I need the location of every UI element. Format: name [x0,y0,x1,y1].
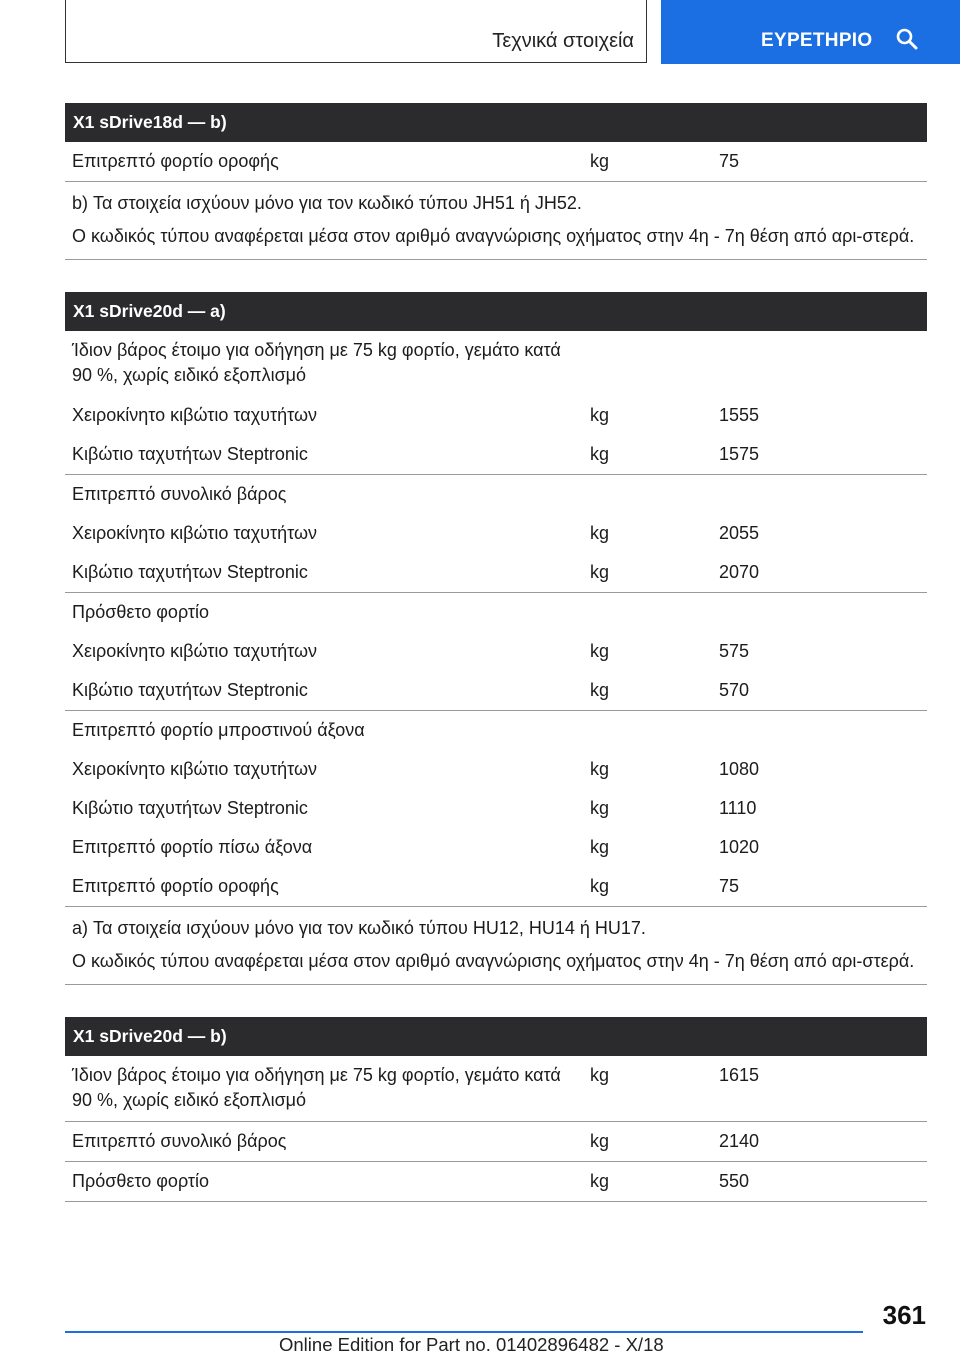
row-label: Επιτρεπτό συνολικό βάρος [72,484,287,504]
row-unit: kg [590,1131,610,1151]
row-value: 1080 [719,759,760,779]
footnote: a) Τα στοιχεία ισχύουν μόνο για τον κωδικό τύπου HU12, HU14 ή HU17. [72,918,646,938]
row-label: Πρόσθετο φορτίο [72,1171,210,1191]
row-label: Κιβώτιο ταχυτήτων Steptronic [72,798,308,818]
row-label: Πρόσθετο φορτίο [72,602,210,622]
row-unit: kg [590,523,610,543]
index-button[interactable] [661,0,960,64]
table-notes [65,182,927,260]
row-label: Ίδιον βάρος έτοιμο για οδήγηση με 75 kg φορτίο, γεμάτο κατά 90 %, χωρίς ειδικό εξοπλισμό [72,1065,561,1110]
table-row [65,514,927,553]
table-row [65,142,927,182]
footnote: b) Τα στοιχεία ισχύουν μόνο για τον κωδικό τύπου JH51 ή JH52. [72,193,582,213]
table-row [65,331,927,396]
spec-table-sdrive20d-a [65,292,927,985]
table-row [65,671,927,711]
row-unit: kg [590,562,610,582]
footnote: Ο κωδικός τύπου αναφέρεται μέσα στον αριθμό αναγνώρισης οχήματος στην 4η - 7η θέση από αρι-στερά. [72,951,915,971]
footer-edition: Online Edition for Part no. 01402896482 - X/18 [279,1334,664,1355]
table-row [65,1056,927,1122]
row-unit: kg [590,641,610,661]
page-number: 361 [882,1300,926,1330]
row-label: Κιβώτιο ταχυτήτων Steptronic [72,680,308,700]
row-value: 570 [719,680,750,700]
footnote: Ο κωδικός τύπου αναφέρεται μέσα στον αριθμό αναγνώρισης οχήματος στην 4η - 7η θέση από αρι-στερά. [72,226,915,246]
row-label: Επιτρεπτό φορτίο οροφής [72,876,279,896]
table-title: X1 sDrive20d — a) [65,292,927,331]
row-value: 575 [719,641,750,661]
row-unit: kg [590,876,610,896]
row-label: Χειροκίνητο κιβώτιο ταχυτήτων [72,523,318,543]
row-value: 1555 [719,405,760,425]
row-value: 2070 [719,562,760,582]
table-row [65,475,927,514]
row-unit: kg [590,405,610,425]
table-notes [65,907,927,985]
header-section-tab[interactable] [65,0,647,63]
row-value: 1575 [719,444,760,464]
row-unit: kg [590,837,610,857]
table-row [65,435,927,475]
table-row [65,1162,927,1202]
row-label: Επιτρεπτό φορτίο οροφής [72,151,279,171]
table-title: X1 sDrive20d — b) [65,1017,927,1056]
row-unit: kg [590,151,610,171]
row-unit: kg [590,798,610,818]
header-section-title: Τεχνικά στοιχεία [492,30,634,52]
row-label: Επιτρεπτό φορτίο μπροστινού άξονα [72,720,365,740]
row-label: Κιβώτιο ταχυτήτων Steptronic [72,444,308,464]
row-label: Χειροκίνητο κιβώτιο ταχυτήτων [72,405,318,425]
row-unit: kg [590,1065,610,1085]
row-unit: kg [590,759,610,779]
table-row [65,750,927,789]
table-row [65,553,927,593]
table-row [65,1122,927,1162]
table-row [65,632,927,671]
row-label: Ίδιον βάρος έτοιμο για οδήγηση με 75 kg φορτίο, γεμάτο κατά 90 %, χωρίς ειδικό εξοπλισμό [72,340,561,385]
row-label: Επιτρεπτό φορτίο πίσω άξονα [72,837,313,857]
table-title: X1 sDrive18d — b) [65,103,927,142]
spec-table-sdrive18d-b [65,103,927,260]
table-row [65,828,927,867]
row-label: Επιτρεπτό συνολικό βάρος [72,1131,287,1151]
row-unit: kg [590,444,610,464]
row-value: 1020 [719,837,760,857]
spec-table-sdrive20d-b [65,1017,927,1202]
row-value: 2140 [719,1131,760,1151]
footer-divider [65,1331,863,1333]
row-value: 1615 [719,1065,760,1085]
table-row [65,789,927,828]
spec-content [65,103,927,1234]
index-label: ΕΥΡΕΤΗΡΙΟ [761,30,873,51]
row-value: 75 [719,151,740,171]
table-row [65,711,927,750]
row-label: Κιβώτιο ταχυτήτων Steptronic [72,562,308,582]
row-value: 550 [719,1171,750,1191]
table-row [65,593,927,632]
row-unit: kg [590,680,610,700]
row-label: Χειροκίνητο κιβώτιο ταχυτήτων [72,759,318,779]
row-unit: kg [590,1171,610,1191]
row-value: 2055 [719,523,760,543]
row-value: 75 [719,876,740,896]
row-label: Χειροκίνητο κιβώτιο ταχυτήτων [72,641,318,661]
search-icon [895,27,919,51]
table-row [65,867,927,907]
row-value: 1110 [719,798,757,818]
table-row [65,396,927,435]
